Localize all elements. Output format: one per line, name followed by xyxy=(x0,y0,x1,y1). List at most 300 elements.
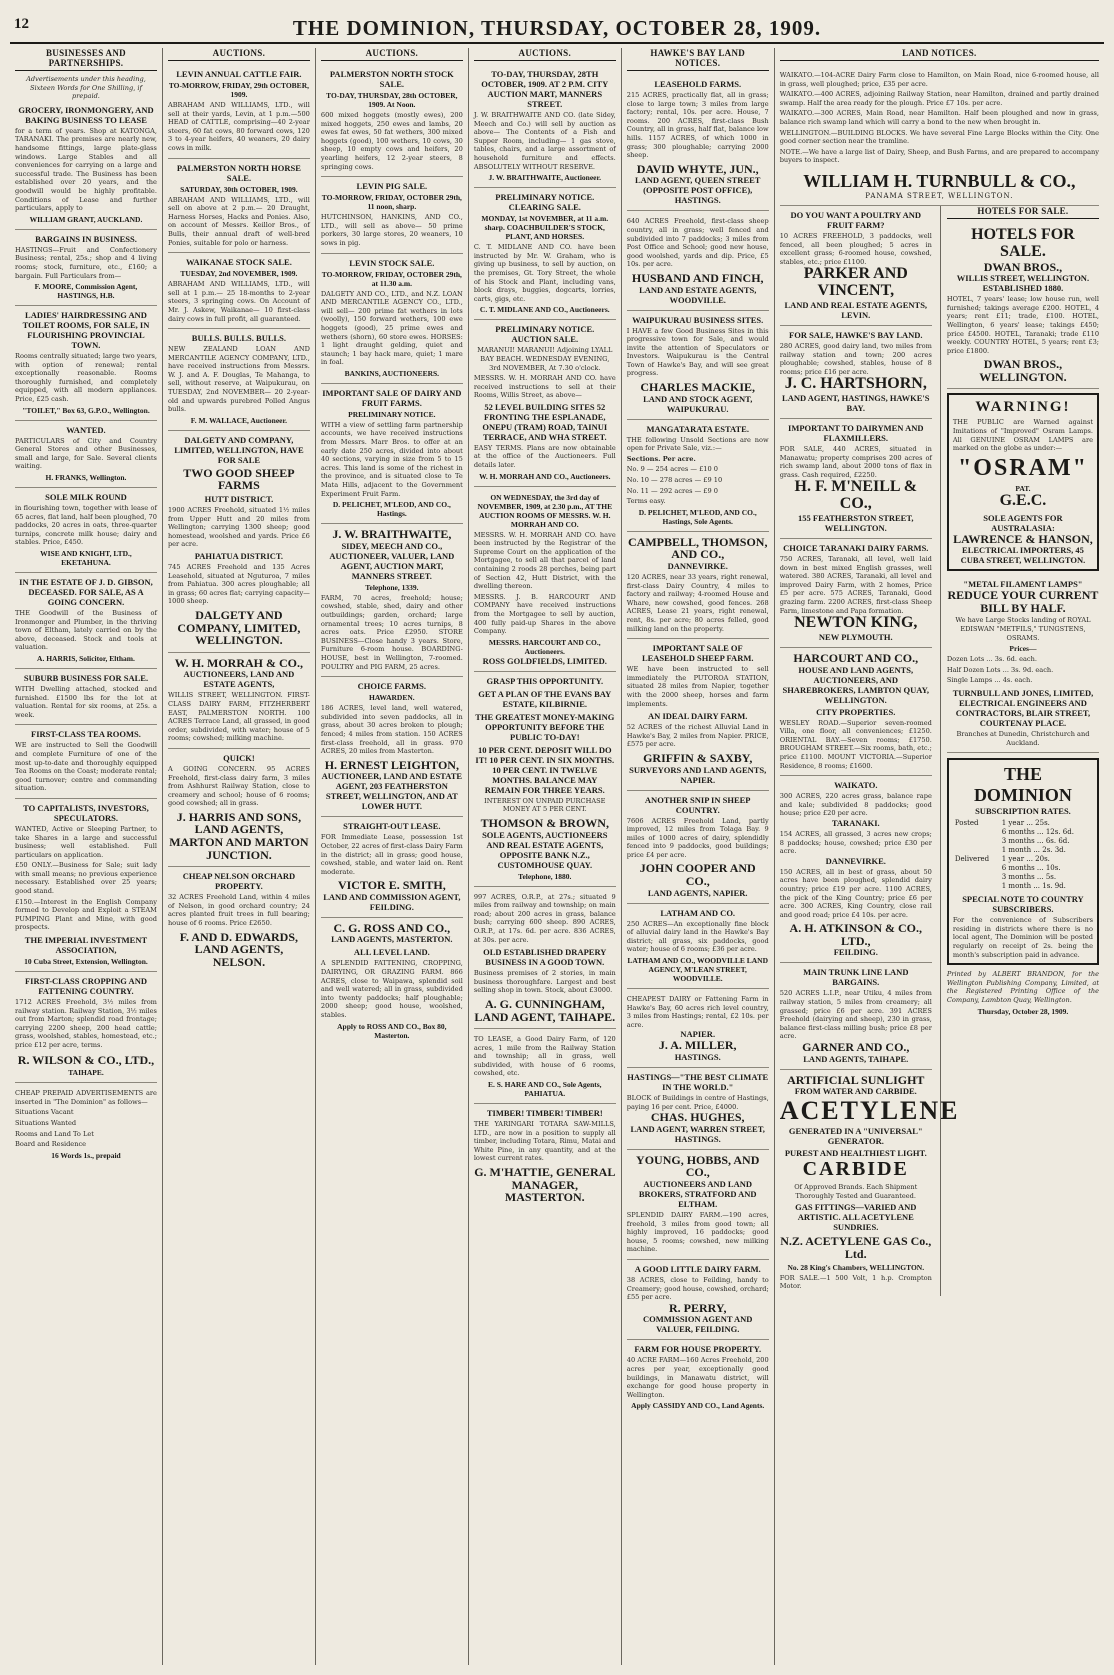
ad-phone: Telephone, 1339. xyxy=(365,582,419,592)
rate-price: 16 Words 1s., prepaid xyxy=(51,1150,121,1160)
ad-latham xyxy=(627,904,769,989)
ad-city-auction xyxy=(474,65,616,188)
rates-label: Delivered xyxy=(954,855,990,864)
column-heading: AUCTIONS. xyxy=(168,48,310,61)
ad-title: FARM FOR HOUSE PROPERTY. xyxy=(634,1344,762,1355)
ad-title: PAHIATUA DISTRICT. xyxy=(194,551,284,561)
ad-title: AUCTIONEERS AND LAND BROKERS, STRATFORD AND ELTHAM. xyxy=(638,1178,757,1209)
ad-body: FOR Immediate Lease, possession 1st October, 22 acres of first-class Dairy Farm in the district; all in grass; good house, cowshed, stable, and water laid on. Rent moderate. xyxy=(320,833,463,876)
ad-body: 520 ACRES L.I.P., near Utiku, 4 miles from railway station, 5 miles from creamery; all grassed; price £6 per acre. 391 ACRES Freehold (dairying and sheep), 230 in grass, balance first-class milling bush; price £8 per acre. xyxy=(779,989,932,1041)
ad-signature: Apply to ROSS AND CO., Box 80, Masterton. xyxy=(337,1021,447,1040)
intro-note: Advertisements under this heading, Sixteen Words for One Shilling, if prepaid. xyxy=(26,75,146,101)
ad-title: ALL LEVEL LAND. xyxy=(353,947,430,958)
ad-title: STRAIGHT-OUT LEASE. xyxy=(343,821,441,832)
ad-body: 215 ACRES, practically flat, all in grass; close to large town; 3 miles from large factory; rental, 10s. per acre. House, 7 rooms. 200 ACRES, first-class Bush Country, all in grass, half flat, balance low hills. 1157 ACRES, of which 1000 in grass; 300 ploughable; carrying 2000 sheep. xyxy=(626,91,769,160)
ad-body: TO LEASE, a Good Dairy Farm, of 120 acres, 1 mile from the Railway Station and township; all in grass, well subdivided, with house of 6 rooms, cowshed, etc. xyxy=(473,1035,616,1078)
ad-title: HOTELS FOR SALE. xyxy=(971,225,1075,260)
ad-title: FEILDING. xyxy=(833,947,878,958)
ad-suburb xyxy=(15,669,157,725)
ad-signature: LATHAM AND CO., WOODVILLE LAND AGENCY, M'LEAN STREET, WOODVILLE. xyxy=(627,956,768,984)
ad-body: We have Large Stocks landing of ROYAL EDISWAN "METFILS," TUNGSTENS, OSRAMS. xyxy=(955,616,1091,642)
section-row: No. 11 — 292 acres — £9 0 xyxy=(626,486,718,495)
ad-title: LADIES' HAIRDRESSING AND TOILET ROOMS, FOR SALE, IN FLOURISHING PROVINCIAL TOWN. xyxy=(22,310,150,351)
column-heading: LAND NOTICES. xyxy=(780,48,1099,61)
ad-signature: Apply CASSIDY AND CO., Land Agents. xyxy=(631,1401,765,1411)
ad-turnbull xyxy=(780,65,1099,206)
agent-name: A. G. CUNNINGHAM, LAND AGENT, TAIHAPE. xyxy=(474,996,616,1024)
ad-title: LAND AGENT, HASTINGS, HAWKE'S BAY. xyxy=(782,393,930,414)
ad-title: NEW PLYMOUTH. xyxy=(818,632,893,642)
agent-name: H. ERNEST LEIGHTON, xyxy=(324,757,459,772)
ad-title: PALMERSTON NORTH STOCK SALE. xyxy=(329,69,454,89)
ad-timber xyxy=(474,1104,616,1209)
ad-title: LEVIN PIG SALE. xyxy=(356,181,428,192)
ad-bulls xyxy=(168,329,310,431)
ad-hotels xyxy=(947,223,1099,390)
ad-title: 52 LEVEL BUILDING SITES 52 FRONTING THE ESPLANADE, ONEPU (TRAM) ROAD, TAINUI TERRACE, AND WHA STREET. xyxy=(482,401,608,442)
page-title: THE DOMINION, THURSDAY, OCTOBER 28, 1909. xyxy=(292,16,822,40)
ad-signature: W. H. MORRAH AND CO., Auctioneers. xyxy=(479,471,611,481)
ad-body: A SPLENDID FATTENING, CROPPING, DAIRYING, OR GRAZING FARM. 866 ACRES, close to Waipawa, splendid soil and well watered; all in grass, subdivided into twenty paddocks; half ploughable; 2000 sheep; good house, woolshed, stables. xyxy=(320,959,463,1020)
ad-grocery xyxy=(15,101,157,230)
ad-title: WILLIS STREET, WELLINGTON. ESTABLISHED 1880. xyxy=(956,273,1090,294)
rates-value: 1 month ... 1s. 9d. xyxy=(1001,882,1066,891)
ad-title: LAND AND ESTATE AGENTS, WOODVILLE. xyxy=(639,284,757,305)
agent-name: R. PERRY, xyxy=(668,1300,727,1315)
ad-body: 1900 ACRES Freehold, situated 1½ miles from Upper Hutt and 20 miles from Wellington; carrying 1300 sheep; good homestead, woolshed and yards. Price £6 per acre. xyxy=(167,506,310,549)
ad-body: 250 ACRES—An exceptionally fine block of alluvial dairy land in the Hawke's Bay district; all grass, six paddocks, good water; house of 6 rooms; £36 per acre. xyxy=(626,919,769,954)
agent-name: THOMSON & BROWN, xyxy=(480,815,609,830)
ad-title: MAIN TRUNK LINE LAND BARGAINS. xyxy=(803,967,909,988)
rate-line: Situations Wanted xyxy=(15,1118,77,1127)
ad-body: 745 ACRES Freehold and 135 Acres Leasehold, situated at Nguturoa, 7 miles from Pahiatua. 300 acres ploughable; all in grass; 60 acres flat; carrying capacity—1000 sheep. xyxy=(167,563,310,606)
ad-body: C. T. MIDLANE AND CO. have been instructed by Mr. W. Graham, who is giving up business, to sell by auction, on the premises, Gt. Tory Street, the whole of his Stock and Plant, including vans, block drays, buggies, dogcarts, lorries, carts, gigs, etc. xyxy=(473,243,616,303)
ad-title: LAND AGENTS, TAIHAPE. xyxy=(803,1053,909,1064)
ad-title: LAND AND REAL ESTATE AGENTS, LEVIN. xyxy=(784,299,928,320)
ad-title: AUCTIONEERS, LAND AND ESTATE AGENTS, xyxy=(183,669,295,690)
agent-name: HUSBAND AND FINCH, xyxy=(631,270,764,285)
column-land-notices xyxy=(775,48,1104,1665)
ad-title: HASTINGS—"THE BEST CLIMATE IN THE WORLD." xyxy=(627,1072,769,1092)
ad-title: LEVIN ANNUAL CATTLE FAIR. xyxy=(176,69,302,79)
ad-title: "METAL FILAMENT LAMPS" xyxy=(963,579,1083,590)
ad-title: HOUSE AND LAND AGENTS, AUCTIONEERS, AND SHAREBROKERS, LAMBTON QUAY, WELLINGTON. xyxy=(782,664,930,705)
ad-cropping-farm xyxy=(15,972,157,1083)
rate-line: Board and Residence xyxy=(15,1140,87,1149)
price-row: Half Dozen Lots ... 3s. 9d. each. xyxy=(946,665,1054,674)
carbide-heading: CARBIDE xyxy=(802,1158,909,1181)
ad-body: HASTINGS—Fruit and Confectionery Business; rental, 25s.; shop and 4 living rooms; stock, furniture, etc., £160; a bargain. Full Particulars from— xyxy=(15,245,157,280)
ad-body: Branches at Dunedin, Christchurch and Auckland. xyxy=(956,729,1090,747)
ad-poultry xyxy=(780,206,932,326)
agent-name: J. C. HARTSHORN, xyxy=(784,375,927,393)
ad-mcneill xyxy=(780,419,932,539)
ad-signature: F. M. WALLACE, Auctioneer. xyxy=(190,415,287,425)
ad-body: 280 ACRES, good dairy land, two miles from railway station and town; 200 acres ploughable; cowshed, stables, house of 8 rooms; price £16 per acre. xyxy=(779,341,932,376)
ad-title: THE DOMINION xyxy=(973,764,1072,806)
ad-body: EASY TERMS. Plans are now obtainable at the office of the Auctioneers. Full details later. xyxy=(473,443,616,470)
column-auctions-3 xyxy=(469,48,622,1665)
agent-name: DWAN BROS., WELLINGTON. xyxy=(979,357,1067,384)
ad-title: ARTIFICIAL SUNLIGHT xyxy=(787,1072,925,1087)
agent-name: LAWRENCE & HANSON, xyxy=(953,531,1093,546)
ad-title: SUBURB BUSINESS FOR SALE. xyxy=(23,672,149,683)
ad-body: FOR SALE.—1 500 Volt, 1 h.p. Crompton Motor. xyxy=(779,1273,932,1291)
ad-body: NOTE.—We have a large list of Dairy, Sheep, and Bush Farms, and are prepared to accompany buyers to inspect. xyxy=(779,147,1100,165)
ad-title: THE GREATEST MONEY-MAKING OPPORTUNITY BEFORE THE PUBLIC TO-DAY! xyxy=(475,711,615,742)
ad-title: IN THE ESTATE OF J. D. GIBSON, DECEASED. FOR SALE, AS A GOING CONCERN. xyxy=(19,577,153,607)
agent-address: No. 28 King's Chambers, WELLINGTON. xyxy=(787,1262,925,1272)
ad-snip xyxy=(627,791,769,904)
ad-title: SIDEY, MEECH AND CO., AUCTIONEER, VALUER, LAND AGENT, AUCTION MART, MANNERS STREET. xyxy=(329,540,455,581)
ad-body: NEW ZEALAND LOAN AND MERCANTILE AGENCY COMPANY, LTD., have received instructions from Messrs. W. J. and A. F. Douglas, Te Mahanga, to sell, without reserve, at Waipukurau, on TUESDAY, 2nd NOVEMBER— 20 2-year-old and upwards purebred Polled Angus bulls. xyxy=(167,345,310,414)
ad-signature: WISE AND KNIGHT, LTD., EKETAHUNA. xyxy=(40,549,132,567)
ad-body: 150 ACRES, all in best of grass, about 50 acres have been ploughed, splendid dairy country; price £19 per acre. 1100 ACRES, the pick of the King Country; price £6 per acre. 300 ACRES, King Country, close rail and good road; price £4 10s. per acre. xyxy=(779,867,932,919)
ad-perry xyxy=(627,1260,769,1340)
ad-mangatarata xyxy=(627,420,769,532)
ad-young-hobbs xyxy=(627,1150,769,1260)
ad-signature: C. T. MIDLANE AND CO., Auctioneers. xyxy=(479,305,610,315)
ad-body: A GOING CONCERN. 95 ACRES Freehold, first-class dairy farm, 3 miles from Ashhurst Railway Station, close to creamery and school; house of 6 rooms; good cowshed; all in grass. xyxy=(167,764,310,808)
ad-body: £50 ONLY.—Business for Sale; suit lady with small means; no previous experience necessary. Established over 25 years; good stand. xyxy=(15,861,157,896)
ad-body: 154 ACRES, all grassed, 3 acres new crops; 8 paddocks; house, cowshed; price £30 per acre. xyxy=(779,829,932,856)
ad-subtitle: PAT. xyxy=(1015,483,1031,493)
ad-title: PUREST AND HEALTHIEST LIGHT. xyxy=(784,1148,927,1159)
agent-name: CHARLES MACKIE, xyxy=(640,380,756,395)
agent-name: N.Z. ACETYLENE GAS Co., Ltd. xyxy=(780,1234,932,1261)
ad-body: 997 ACRES, O.R.P., at 27s.; situated 9 miles from railway and township; on main road; about 200 acres in grass, balance bush; carrying 600 sheep. 890 ACRES, O.R.P., at 17s. 6d. per acre. 836 ACRES, at 30s. per acre. xyxy=(473,892,616,944)
ad-title: PRELIMINARY NOTICE. xyxy=(495,192,595,203)
ad-title: ELECTRICAL IMPORTERS, 45 CUBA STREET, WELLINGTON. xyxy=(960,545,1086,566)
ad-title: SURVEYORS AND LAND AGENTS, NAPIER. xyxy=(629,764,767,785)
ad-title: REDUCE YOUR CURRENT BILL BY HALF. xyxy=(947,588,1099,615)
ad-title: NAPIER. xyxy=(680,1029,716,1040)
ad-title: LATHAM AND CO. xyxy=(660,907,736,918)
agent-name: YOUNG, HOBBS, AND CO., xyxy=(636,1152,760,1180)
ad-braithwaite xyxy=(321,524,463,677)
agent-name: PARKER AND VINCENT, xyxy=(803,265,908,300)
ad-estate xyxy=(15,573,157,669)
ad-body: Rooms centrally situated; large two years, with option of renewal; rental exceptionally reasonable. Rooms thoroughly furnished, and completely equipped, with all modern appliances. Price, £25 cash. xyxy=(15,352,157,404)
ad-title: DANNEVIRKE. xyxy=(667,561,728,571)
ad-title: IMPORTANT SALE OF DAIRY AND FRUIT FARMS. xyxy=(322,387,462,408)
ad-signature: 10 Cuba Street, Extension, Wellington. xyxy=(24,957,148,967)
column-heading: AUCTIONS. xyxy=(321,48,463,61)
section-row: Terms easy. xyxy=(626,497,666,506)
ad-clearing-sale xyxy=(474,188,616,320)
ad-title: GET A PLAN OF THE EVANS BAY ESTATE, KILBIRNIE. xyxy=(478,688,612,709)
ad-atkinson xyxy=(780,776,932,963)
columns xyxy=(10,48,1104,1665)
land-notices-split xyxy=(780,206,1099,1296)
ad-signature: E. S. HARE AND CO., Sole Agents, PAHIATUA. xyxy=(488,1080,602,1099)
ad-title: HASTINGS. xyxy=(674,1052,721,1062)
ad-subtitle: PRELIMINARY NOTICE. xyxy=(348,409,436,419)
ad-body: FOR SALE, 440 ACRES, situated in Manawatu; property comprises 200 acres of rich swamp land, about 2000 tons of flax in grass. Cash required, £2250. xyxy=(779,445,932,479)
printer-imprint: Printed by ALBERT BRANDON, for the Wellington Publishing Company, Limited, at the Registered Printing Office of the Company, Lambton Quay, Wellington. xyxy=(946,970,1100,1004)
ad-date: TO-DAY, THURSDAY, 28th OCTOBER, 1909. At Noon. xyxy=(326,91,458,109)
ad-title: LAND AGENT, WARREN STREET, HASTINGS. xyxy=(630,1123,765,1144)
ad-title: HUTT DISTRICT. xyxy=(204,494,274,505)
ad-signature: H. FRANKS, Wellington. xyxy=(45,473,127,483)
rates-table xyxy=(953,819,1093,891)
ad-body: INTEREST ON UNPAID PURCHASE MONEY AT 5 PER CENT. xyxy=(484,796,606,814)
ad-leasehold-farms xyxy=(627,75,769,211)
ad-title: SOLE AGENTS FOR AUSTRALASIA: xyxy=(983,512,1063,533)
rate-line: Rooms and Land To Let xyxy=(15,1129,94,1138)
ad-body: FARM, 70 acres, freehold; house; cowshed, stable, shed, dairy and other outbuildings; garden, orchard; large ornamental trees; 10 acres turnips, 8 acres oats. Price £2950. STORE BUSINESS—Close handy 3 years. Store, Furniture 6-room house. BOARDING-HOUSE, best in Wellington, 7-roomed. POULTRY and PIG FARM, 25 acres. xyxy=(320,593,463,671)
rates-value: 1 year ... 25s. xyxy=(1001,819,1050,828)
ad-title: SOLE MILK ROUND xyxy=(45,492,127,503)
rates-value: 3 months ... 6s. 6d. xyxy=(1001,837,1070,846)
column-heading: HOTELS FOR SALE. xyxy=(947,206,1099,219)
price-row: Single Lamps ... 4s. each. xyxy=(946,676,1033,685)
agent-name: J. W. BRAITHWAITE, xyxy=(332,527,452,542)
ad-title: WARNING! xyxy=(975,399,1071,416)
agent-name: HARCOURT AND CO., xyxy=(793,651,919,665)
ad-body: BLOCK of Buildings in centre of Hastings, paying 16 per cent. Price, £4000. xyxy=(626,1094,769,1111)
ad-body: ABRAHAM AND WILLIAMS, LTD., will sell on above at 2 p.m.— 20 Draught, Harness Horses, Hacks and Ponies. Also, on account of Messrs. Keillor Bros., of Bulls, their annual draft of well-bred Ponies, suitable for polo or harness. xyxy=(167,195,310,247)
ad-title: CHEAP NELSON ORCHARD PROPERTY. xyxy=(182,871,296,892)
ad-title: SOLE AGENTS, AUCTIONEERS AND REAL ESTATE AGENTS, OPPOSITE BANK N.Z., CUSTOMHOUSE QUAY. xyxy=(482,829,608,870)
ad-body: WITH a view of settling farm partnership accounts, we have received instructions from Messrs. Marr Bros. to offer at an early date 250 acres, divided into about 40 sections, varying in size from 5 to 15 acres. This land is some of the richest in the province, and is situated close to Te Mata Hills, adjacent to the Government Experiment Fruit Farm. xyxy=(320,420,463,498)
ad-body: WANTED, Active or Sleeping Partner, to take Shares in a large and successful business; well established. Full particulars on application. xyxy=(15,824,157,859)
ad-body: 186 ACRES, level land, well watered, subdivided into seven paddocks, all in grass, about 30 acres broken to plough; fenced; 4 miles from station. 150 ACRES first-class freehold, all in grass. 970 ACRES, 20 miles from Masterton. xyxy=(320,704,463,756)
ad-title: LAND AGENTS, MASTERTON. xyxy=(331,934,453,945)
ad-signature: F. MOORE, Commission Agent, HASTINGS, H.B. xyxy=(34,282,138,301)
ad-body: THE following Unsold Sections are now open for Private Sale, viz.:— xyxy=(626,435,769,453)
agent-name: J. A. MILLER, xyxy=(658,1038,737,1053)
agent-name: GRIFFIN & SAXBY, xyxy=(643,750,753,765)
ad-title: LAND AND STOCK AGENT, WAIPUKURAU. xyxy=(643,393,753,414)
ad-title: LEVIN STOCK SALE. xyxy=(349,257,435,268)
ad-prepaid-rates xyxy=(15,1083,157,1165)
section-header: Sections. Per acre. xyxy=(626,454,696,463)
column-auctions-2 xyxy=(316,48,469,1665)
ad-mortgagee-sale xyxy=(474,487,616,672)
ad-bargains xyxy=(15,230,157,306)
ad-body: 7606 ACRES Freehold Land, partly improved, 12 miles from Tolaga Bay. 9 miles of 1000 acres of dairy, splendidly fenced into 9 paddocks, good buildings; price £4 per acre. xyxy=(626,816,769,859)
ad-title: LAND AGENT, QUEEN STREET (OPPOSITE POST OFFICE), HASTINGS. xyxy=(634,175,761,206)
ad-subtitle: HAWARDEN. xyxy=(369,693,415,703)
ad-title: GRASP THIS OPPORTUNITY. xyxy=(486,675,604,686)
ad-date: TO-MORROW, FRIDAY, OCTOBER 29th, 11 noon, sharp. xyxy=(321,193,462,212)
ad-body: HOTEL, 7 years' lease; low house run, well furnished; takings average £200. HOTEL, 4 years; rent £11; trade, £100. HOTEL, Wellington, 6 years' lease; takings £450; price £4500. HOTEL, Taranaki; trade £110 weekly. COUNTRY HOTEL, 5 years; rent £3; price £1800. xyxy=(946,295,1100,355)
column-hawkes-bay xyxy=(622,48,775,1665)
ad-title: PALMERSTON NORTH HORSE SALE. xyxy=(176,162,301,183)
ad-body: 32 ACRES Freehold Land, within 4 miles of Nelson, in good orchard country; 24 acres planted fruit trees in full bearing; house of 6 rooms. Price £2650. xyxy=(167,893,310,928)
ad-body: 300 ACRES, 220 acres grass, balance rape and kale; subdivided 8 paddocks; good house; price £20 per acre. xyxy=(779,792,932,818)
rates-value: 1 year ... 20s. xyxy=(1001,855,1050,864)
ad-subtitle: TWO GOOD SHEEP FARMS xyxy=(183,465,295,493)
ad-date: TUESDAY, 2nd NOVEMBER, 1909. xyxy=(180,269,298,279)
ad-harcourt xyxy=(780,648,932,776)
ad-title: LAND AGENTS, NAPIER. xyxy=(647,887,748,898)
gec-trademark: G.E.C. xyxy=(999,491,1047,509)
ad-campbell xyxy=(627,532,769,639)
ad-title: COMMISSION AGENT AND VALUER, FEILDING. xyxy=(643,1314,753,1335)
ad-choice-farms xyxy=(321,677,463,817)
ad-phone: Telephone, 1880. xyxy=(518,871,572,881)
subscription-rates-box xyxy=(947,758,1099,965)
agent-name: WILLIAM H. TURNBULL & CO., xyxy=(803,170,1076,191)
ad-title: WANTED. xyxy=(66,424,106,435)
ad-cheapest xyxy=(627,989,769,1068)
ad-body: SPLENDID DAIRY FARM.—190 acres, freehold, 3 miles from good town; all highly improved, 16 paddocks; good house, 5 rooms; cowshed, new milking machine. xyxy=(626,1210,769,1254)
ad-warning-osram xyxy=(947,393,1099,571)
agent-name: G. M'HATTIE, GENERAL MANAGER, MASTERTON. xyxy=(474,1165,616,1205)
ad-body: 640 ACRES Freehold, first-class sheep country, all in grass; well fenced and subdivided into 7 paddocks; 3 miles from Post Office and School; good new house, good woolshed, yards and dip. Price, £5 10s. per acre. xyxy=(626,217,769,269)
ad-title: ANOTHER SNIP IN SHEEP COUNTRY. xyxy=(644,794,751,815)
printer-date: Thursday, October 28, 1909. xyxy=(977,1006,1069,1016)
ad-body: 600 mixed hoggets (mostly ewes), 200 mixed hoggets, 250 ewes and lambs, 20 ewes fat ewes, 50 fat wethers, 300 mixed hoggets (good), 100 wethers, 10 cows, 30 sheep, 10 empty cows and heifers, 20 yearling heifers, 12 2-year steers, 8 springing cows. xyxy=(320,111,463,171)
ad-important-sale xyxy=(321,384,463,524)
ad-title: CLEARING SALE. xyxy=(508,202,581,213)
ad-signature: WILLIAM GRANT, AUCKLAND. xyxy=(29,214,143,224)
ad-body: Business premises of 2 stories, in main business thoroughfare. Largest and best selling shop in town. Stock, about £3000. xyxy=(473,969,616,995)
agent-name: DALGETY AND COMPANY, LIMITED, WELLINGTON. xyxy=(177,607,301,648)
ad-body: £150.—Interest in the English Company formed to Develop and Exploit a STEAM PUMPING Plant and Mine, with good prospects. xyxy=(15,897,157,932)
ad-wanted xyxy=(15,421,157,488)
column-heading: HAWKE'S BAY LAND NOTICES. xyxy=(627,48,769,71)
ad-levin-cattle-fair xyxy=(168,65,310,159)
ad-capitalists xyxy=(15,799,157,972)
ad-body: 120 ACRES, near 33 years, right renewal, first-class Dairy Country, 4 miles to factory and railway; 4-roomed House and Whare, new cowshed, good fences. 268 ACRES, Lease 21 years, right renewal, rent, 8s. per acre; 80 acres felled, good milking land on the property. xyxy=(626,573,769,633)
agent-name: GARNER AND CO., xyxy=(802,1040,910,1055)
agent-name: CAMPBELL, THOMSON, AND CO., xyxy=(627,534,768,562)
ad-title: FROM WATER AND CARBIDE. xyxy=(794,1086,917,1097)
agent-name: H. F. M'NEILL & CO., xyxy=(794,478,918,513)
ad-title: TARANAKI. xyxy=(831,817,880,828)
agent-name: VICTOR E. SMITH, xyxy=(337,878,446,893)
acetylene-heading: ACETYLENE xyxy=(779,1096,960,1126)
agent-name: R. WILSON & CO., LTD., xyxy=(17,1052,155,1067)
ad-body: CHEAP PREPAID ADVERTISEMENTS are inserted in "The Dominion" as follows— xyxy=(15,1089,157,1106)
column-businesses xyxy=(10,48,163,1665)
ad-body: WAIKATO.—104-ACRE Dairy Farm close to Hamilton, on Main Road, nice 6-roomed house, all in grass, well ploughed; price, £35 per acre. xyxy=(779,71,1100,88)
ad-title: WAIKATO. xyxy=(834,780,878,791)
ad-title: WAIPUKURAU BUSINESS SITES. xyxy=(632,314,764,325)
ad-body: WESLEY ROAD.—Superior seven-roomed Villa, one floor, all conveniences; £1250. ORIENTAL BAY.—Seven rooms; £1750. BROUGHAM STREET.—Six rooms, bath, etc.; price £1100. MOUNT VICTORIA.—Superior Residence, 8 rooms; £1600. xyxy=(779,718,932,770)
agent-name: F. AND D. EDWARDS, LAND AGENTS, NELSON. xyxy=(179,929,299,969)
ad-body: WE are instructed to Sell the Goodwill and complete Furniture of one of the most up-to-date and thoroughly equipped Tea Rooms on the Coast; moderate rental; good turnover; centre and commanding situation. xyxy=(15,741,157,793)
ad-body: in flourishing town, together with lease of 65 acres, flat land, half been ploughed, 70 paddocks, 20 acres in oats, three-quarter turnips, concrete milk house; dairy and stables. Price, £450. xyxy=(15,504,157,547)
ad-waipukurau xyxy=(627,311,769,420)
ad-title: DALGETY AND COMPANY, LIMITED, WELLINGTON, HAVE FOR SALE xyxy=(174,434,304,465)
ad-title: AUCTION SALE. xyxy=(511,334,579,345)
agent-name: NEWTON KING, xyxy=(794,614,918,632)
ad-title: FOR SALE, HAWKE'S BAY LAND. xyxy=(789,329,923,340)
ad-body: J. W. BRAITHWAITE AND CO. (late Sidey, Meech and Co.) will sell by auction as above— The Contents of a Fish and Supper Room, including— 1 gas stove, tables, chairs, and a large assortment of household furniture and effects. ABSOLUTELY WITHOUT RESERVE. xyxy=(473,111,616,171)
ad-title: 155 FEATHERSTON STREET, WELLINGTON. xyxy=(798,513,914,534)
land-notices-left xyxy=(779,206,960,1296)
ad-title: BULLS. BULLS. BULLS. xyxy=(191,333,287,344)
ad-date: TO-MORROW, FRIDAY, 29th OCTOBER, 1909. xyxy=(168,81,309,99)
ad-title: IMPORTANT SALE OF LEASEHOLD SHEEP FARM. xyxy=(641,643,754,664)
ad-title: CITY PROPERTIES. xyxy=(816,706,896,717)
ad-body: WAIKATO.—300 ACRES, Main Road, near Hamilton. Half been ploughed and now in grass, balance rich swamp land which will carry a bond to the new when brought in. xyxy=(779,109,1100,126)
ad-body: WE have been instructed to sell immediately the PUTOROA STATION, situated 28 miles from Napier, together with the 2000 sheep, horses and farm implements. xyxy=(626,665,769,708)
ad-body: For the convenience of Subscribers residing in districts where there is no local agent, The Dominion will be posted regularly on receipt of 2s. being the month's subscription paid in advance. xyxy=(952,916,1094,959)
section-row: No. 10 — 278 acres — £9 10 xyxy=(626,476,723,485)
ad-dalgety xyxy=(168,431,310,653)
ad-waikanae xyxy=(168,253,310,329)
ad-date: TO-MORROW, FRIDAY, OCTOBER 29th, at 11.30 a.m. xyxy=(321,269,462,288)
ad-tea-rooms xyxy=(15,725,157,799)
ad-body: 1712 ACRES Freehold, 3½ miles from railway station. Railway Station, 3½ miles out from Marton; splendid road frontage; carrying 2200 sheep, 200 head cattle; grass, woolshed, stables, homestead, etc.; price £12 per acre, terms. xyxy=(15,998,157,1049)
land-notices-right xyxy=(940,206,1099,1296)
osram-trademark: "OSRAM" xyxy=(957,454,1088,481)
rates-label: Posted xyxy=(954,819,979,828)
ad-farms xyxy=(474,887,616,1030)
agent-name: CHAS. HUGHES, xyxy=(650,1110,745,1125)
ad-body: CHEAPEST DAIRY or Fattening Farm in Hawke's Bay, 60 acres rich level country, 3 miles from Hastings; rental, £2 10s. per acre. xyxy=(626,995,769,1029)
ad-signature: D. PELICHET, M'LEOD, AND CO., Hastings, Sole Agents. xyxy=(638,507,757,526)
masthead xyxy=(10,14,1104,44)
ad-body: 40 ACRE FARM—160 Acres Freehold, 200 acres per year, exceptionally good buildings, in Manawatu district, will exchange for good house property in Wellington. xyxy=(626,1356,769,1399)
ad-body: MESSRS. W. H. MORRAH AND CO. have been instructed by the Registrar of the Supreme Court on the application of the Mortgagee, to sell all that parcel of land containing 2 roods 28 perches, being part of Section 42, Hutt District, with the dwelling thereon. xyxy=(473,530,616,591)
ad-title: CHOICE TARANAKI DAIRY FARMS. xyxy=(783,543,929,554)
column-heading: AUCTIONS. xyxy=(474,48,616,61)
ad-body: PARTICULARS of City and Country General Stores and other Businesses, small and large, for Sale. Several clients waiting. xyxy=(15,436,157,471)
ad-title: DANNEVIRKE. xyxy=(825,855,886,866)
ad-palmerston-stock xyxy=(321,65,463,177)
section-row: No. 9 — 254 acres — £10 0 xyxy=(626,465,718,474)
ad-title: GENERATED IN A "UNIVERSAL" GENERATOR. xyxy=(788,1126,923,1147)
ad-title: TURNBULL AND JONES, LIMITED, ELECTRICAL ENGINEERS AND CONTRACTORS, BLAIR STREET, COURTENAY PLACE. xyxy=(952,687,1094,728)
ad-signature: J. W. BRAITHWAITE, Auctioneer. xyxy=(488,173,601,183)
agent-name: A. H. ATKINSON & CO., LTD., xyxy=(789,921,922,948)
ad-milk-round xyxy=(15,488,157,573)
ad-ladies xyxy=(15,306,157,421)
price-row: Dozen Lots ... 3s. 6d. each. xyxy=(946,655,1037,664)
ad-husband-finch xyxy=(627,211,769,310)
ad-body: 750 ACRES, Taranaki, all level, well laid down in best mixed English grasses, well watered. 380 ACRES, Taranaki, all level and improved Dairy Farm, with 2 homes, Price £5 per acre. 575 ACRES, Taranaki, Good grazing farm. 2200 ACRES, first-class Sheep Farm, limestone and Papa formation. xyxy=(779,555,932,615)
ad-title: GROCERY, IRONMONGERY, AND BAKING BUSINESS TO LEASE xyxy=(18,104,154,125)
ad-body: for a term of years. Shop at KATONGA, TARANAKI. The premises are nearly new, handsome fittings, large plate-glass windows. Large Stables and all conveniences for carrying on a large and successful trade. The Business has been established over 20 years, and the goodwill would be highly profitable. Conditions of Lease and further particulars, apply to xyxy=(15,126,157,213)
ad-body: THE YARINGARI TOTARA SAW-MILLS, LTD., are now in a position to supply all timber, including Totara, Rimu, Matai and White Pine, in any quantity, and at the lowest current rates. xyxy=(473,1120,616,1163)
agent-name: C. G. ROSS AND CO., xyxy=(333,920,451,935)
ad-title: FIRST-CLASS TEA ROOMS. xyxy=(31,729,141,740)
ad-body: ABRAHAM AND WILLIAMS, LTD., will sell at their yards, Levin, at 1 p.m.—500 HEAD of CATTLE, comprising—40 2-year steers, 60 fat cows, 80 forward cows, 120 3 to 4-year heifers, 40 weaners, 20 dairy cows in milk. xyxy=(167,101,310,152)
ad-newton-king xyxy=(780,539,932,648)
ad-body: MESSRS. W. H. MORRAH AND CO. have received instructions to sell at their Rooms, Willis Street, as above— xyxy=(473,374,616,400)
ad-body: 52 ACRES of the richest Alluvial Land in Hawke's Bay, 2 miles from Napier. PRICE, £575 per acre. xyxy=(626,723,769,749)
ad-title: WAIKANAE STOCK SALE. xyxy=(185,257,292,268)
ad-body: THE PUBLIC are Warned against Imitations of "Improved" Osram Lamps. All GENUINE OSRAM LAMPS are marked on the globe as under:— xyxy=(952,418,1094,453)
column-heading: BUSINESSES AND PARTNERSHIPS. xyxy=(15,48,157,71)
ad-body: WITH Dwelling attached, stocked and furnished. £1500 lbs for the lot at valuation. Rental for six rooms, at 25s. a week. xyxy=(15,684,157,719)
ad-body: 10 ACRES FREEHOLD, 3 paddocks, well fenced, all been ploughed; 5 acres in excellent grass; 6-roomed house, cowshed, stables, etc.; price £1100. xyxy=(779,231,932,266)
ad-body: THE Goodwill of the Business of Ironmonger and Plumber, in the thriving town of Eltham, lately carried on by the above, deceased. Stock and tools at valuation. xyxy=(15,609,157,652)
ad-signature: A. HARRIS, Solicitor, Eltham. xyxy=(37,653,135,663)
ad-title: 10 PER CENT. DEPOSIT WILL DO IT! 10 PER CENT. IN SIX MONTHS. 10 PER CENT. IN TWELVE MONTHS. BALANCE MAY REMAIN FOR THREE YEARS. xyxy=(475,744,615,795)
ad-title: TO CAPITALISTS, INVESTORS, SPECULATORS. xyxy=(23,802,149,823)
agent-name: J. HARRIS AND SONS, LAND AGENTS, MARTON AND MARTON JUNCTION. xyxy=(169,809,309,862)
ad-title: A GOOD LITTLE DAIRY FARM. xyxy=(634,1263,761,1274)
ad-straight-lease xyxy=(321,817,463,918)
ad-title: PRELIMINARY NOTICE. xyxy=(495,324,595,335)
column-auctions-1 xyxy=(163,48,316,1665)
rates-value: 6 months ... 10s. xyxy=(1001,864,1061,873)
ad-body: I HAVE a few Good Business Sites in this progressive town for Sale, and would invite the attention of Speculators or Investors. Waipukurau is the Central Town of Hawke's Bay, and will see great progress. xyxy=(626,326,769,378)
ad-signature: BANKINS, AUCTIONEERS. xyxy=(344,368,440,378)
ad-title: AUCTIONEER, LAND AND ESTATE AGENT, 203 FEATHERSTON STREET, WELLINGTON, AND AT LOWER HUTT. xyxy=(321,771,463,812)
ad-body: Of Approved Brands. Each Shipment Thoroughly Tested and Guaranteed. xyxy=(794,1183,918,1200)
ad-title: LAND AND COMMISSION AGENT, FEILDING. xyxy=(323,891,461,912)
agent-address: PANAMA STREET, WELLINGTON. xyxy=(865,191,1014,200)
ad-title: MANGATARATA ESTATE. xyxy=(646,423,749,434)
